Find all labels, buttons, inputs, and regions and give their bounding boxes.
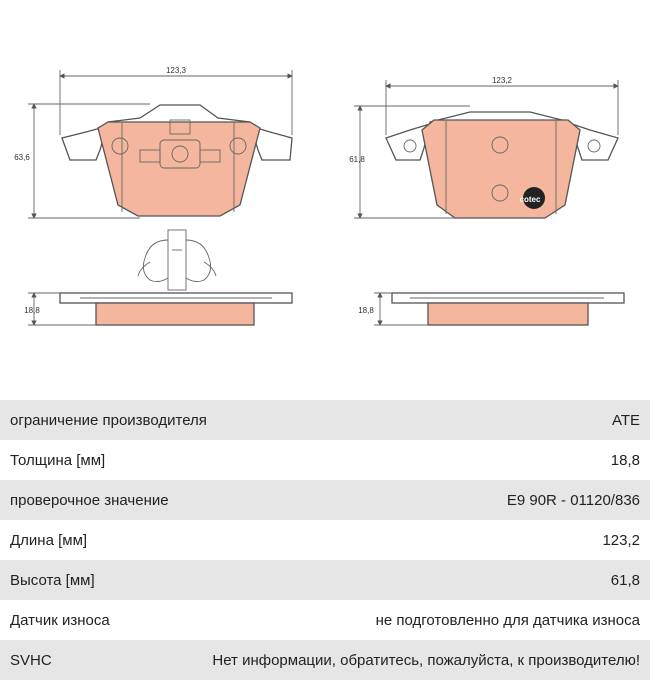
left-thickness-dim: 18,8	[24, 306, 40, 315]
left-height-dim: 63,6	[14, 153, 30, 162]
spec-row-test-mark	[0, 480, 650, 520]
right-thickness-dim: 18,8	[358, 306, 374, 315]
spec-table	[0, 400, 650, 680]
spec-value: 61,8	[610, 571, 640, 589]
left-pad-front-view	[14, 66, 292, 218]
right-pad-side-view	[358, 293, 624, 325]
spec-label: ограничение производителя	[10, 411, 207, 429]
spec-label: Высота [мм]	[10, 571, 95, 589]
spec-value: 18,8	[610, 451, 640, 469]
spec-value: 123,2	[602, 531, 640, 549]
spec-row-thickness	[0, 440, 650, 480]
cotec-logo: cotec	[519, 195, 541, 204]
spec-label: Длина [мм]	[10, 531, 88, 549]
spec-label: проверочное значение	[10, 491, 169, 509]
spec-row-height	[0, 560, 650, 600]
spec-row-wear-sensor	[0, 600, 650, 640]
left-length-dim: 123,3	[165, 66, 187, 75]
spec-label: Толщина [мм]	[10, 451, 106, 469]
right-height-dim: 61,8	[349, 155, 365, 164]
spec-value: Нет информации, обратитесь, пожалуйста, к производителю!	[212, 651, 640, 669]
spec-row-svhc	[0, 640, 650, 680]
spec-value: E9 90R - 01120/836	[506, 491, 640, 509]
right-pad-front-view	[349, 76, 618, 218]
spec-value: ATE	[611, 411, 640, 429]
spec-label: SVHC	[10, 651, 52, 669]
spec-row-length	[0, 520, 650, 560]
spec-label: Датчик износа	[10, 611, 110, 629]
spec-value: не подготовленно для датчика износа	[375, 611, 640, 629]
right-length-dim: 123,2	[491, 76, 513, 85]
spec-row-manufacturer-restriction	[0, 400, 650, 440]
left-pad-side-view	[24, 293, 292, 325]
retaining-clip	[138, 230, 216, 290]
